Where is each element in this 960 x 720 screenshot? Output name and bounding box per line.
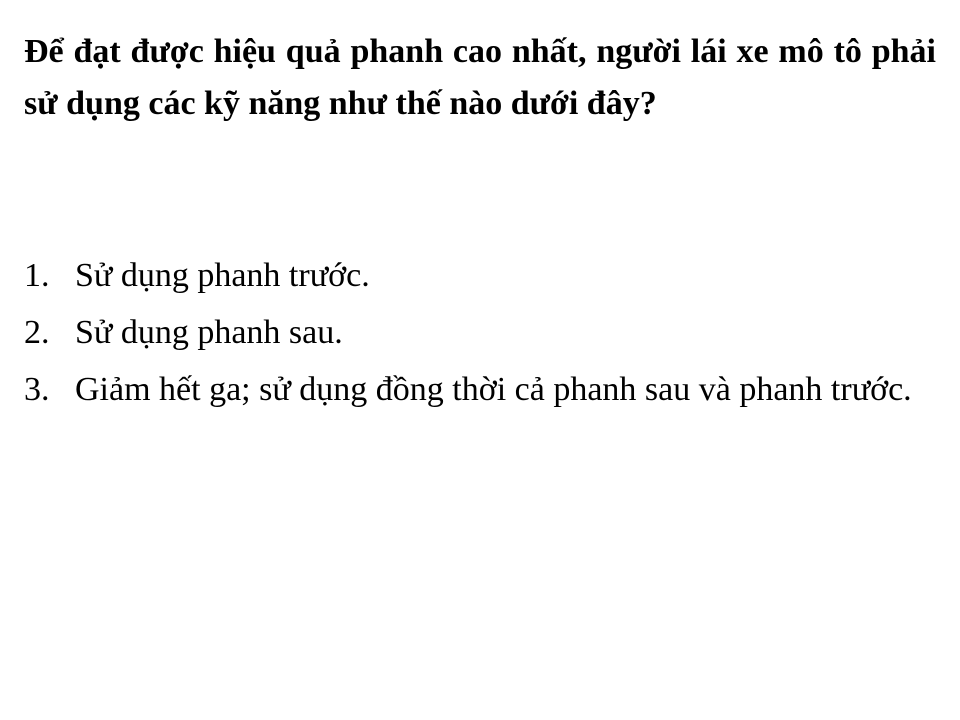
option-number: 1. bbox=[24, 257, 50, 294]
question-text: Để đạt được hiệu quả phanh cao nhất, người lái xe mô tô phải sử dụng các kỹ năng như thế nào dưới đây? bbox=[24, 33, 936, 122]
option-number: 2. bbox=[24, 314, 50, 351]
answer-option-1 bbox=[24, 250, 936, 302]
answer-options-list bbox=[24, 250, 936, 421]
option-text: Sử dụng phanh sau. bbox=[75, 314, 343, 351]
option-number: 3. bbox=[24, 371, 50, 408]
answer-option-2 bbox=[24, 307, 936, 359]
answer-option-3 bbox=[24, 364, 936, 416]
option-text: Giảm hết ga; sử dụng đồng thời cả phanh sau và phanh trước. bbox=[75, 371, 912, 408]
option-text: Sử dụng phanh trước. bbox=[75, 257, 370, 294]
